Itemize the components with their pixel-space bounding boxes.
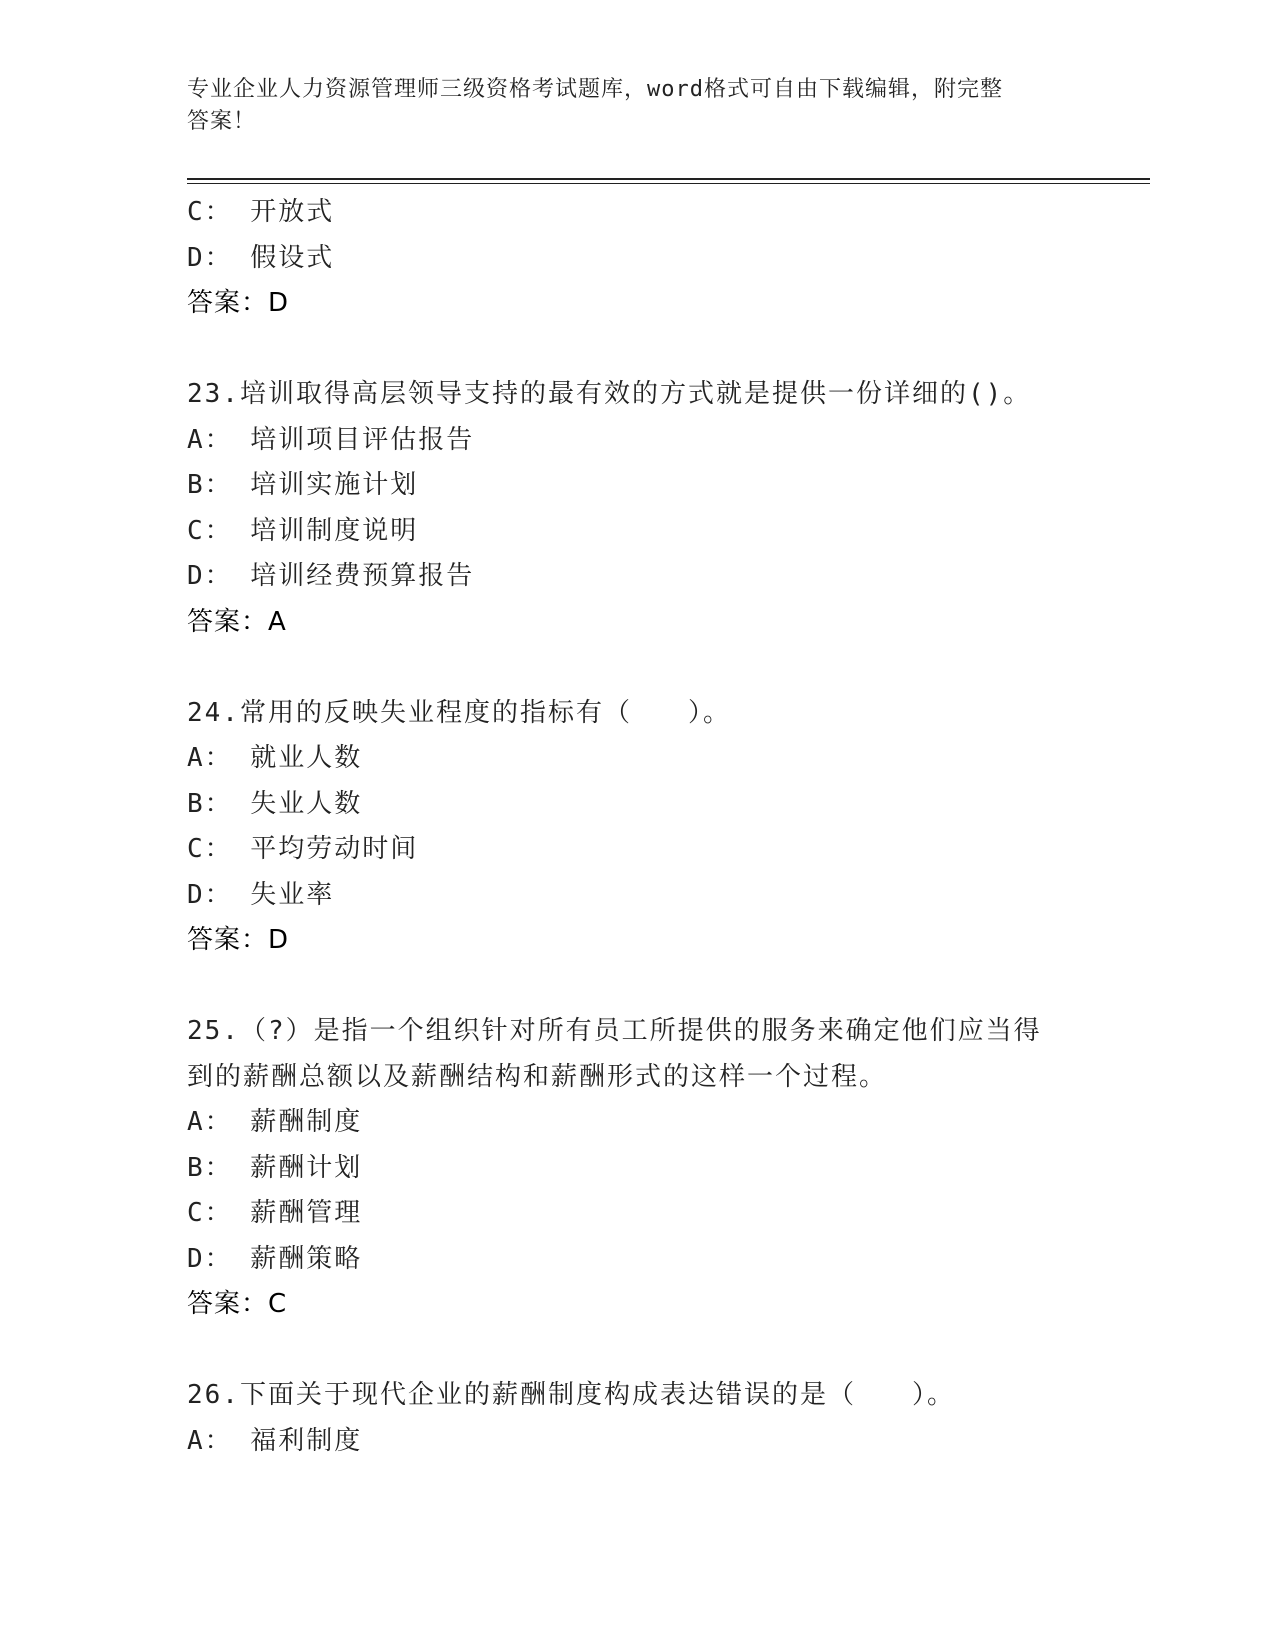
page-header [187, 74, 1067, 138]
option-c: C： 平均劳动时间 [187, 834, 419, 864]
question-title: 23.培训取得高层领导支持的最有效的方式就是提供一份详细的()。 [187, 379, 1032, 409]
header-line-1: 专业企业人力资源管理师三级资格考试题库，word格式可自由下载编辑，附完整 [187, 77, 1003, 102]
spacer [187, 327, 1087, 373]
option-b: B： 失业人数 [187, 788, 363, 819]
option-b: B： 培训实施计划 [187, 470, 419, 500]
option-c: C： 开放式 [187, 197, 335, 227]
header-divider-thin [187, 183, 1150, 184]
header-line-2: 答案！ [187, 109, 257, 134]
spacer [187, 964, 1087, 1010]
question-26 [187, 1373, 1087, 1464]
option-d: D： 失业率 [187, 879, 335, 910]
spacer [187, 645, 1087, 691]
question-title: 26.下面关于现代企业的薪酬制度构成表达错误的是（ ）。 [187, 1380, 955, 1410]
answer-line: 答案：A [187, 606, 287, 637]
answer-line: 答案：D [187, 925, 290, 955]
option-a: A： 薪酬制度 [187, 1107, 363, 1137]
question-fragment [187, 190, 1087, 327]
question-content [187, 190, 1087, 1464]
option-d: D： 培训经费预算报告 [187, 561, 475, 591]
option-c: C： 薪酬管理 [187, 1198, 363, 1228]
question-24 [187, 691, 1087, 964]
question-title-line-2: 到的薪酬总额以及薪酬结构和薪酬形式的这样一个过程。 [187, 1061, 888, 1092]
option-c: C： 培训制度说明 [187, 515, 419, 546]
answer-line: 答案：C [187, 1289, 288, 1319]
option-a: A： 福利制度 [187, 1425, 363, 1456]
option-d: D： 假设式 [187, 242, 335, 273]
option-a: A： 就业人数 [187, 743, 363, 773]
question-title-line-1: 25.（?）是指一个组织针对所有员工所提供的服务来确定他们应当得 [187, 1016, 1042, 1046]
option-a: A： 培训项目评估报告 [187, 424, 475, 455]
header-divider-thick [187, 178, 1150, 180]
answer-line: 答案：D [187, 288, 290, 318]
spacer [187, 1328, 1087, 1374]
option-d: D： 薪酬策略 [187, 1243, 363, 1274]
question-23 [187, 372, 1087, 645]
question-title: 24.常用的反映失业程度的指标有（ ）。 [187, 697, 731, 728]
question-25 [187, 1009, 1087, 1328]
option-b: B： 薪酬计划 [187, 1152, 363, 1183]
